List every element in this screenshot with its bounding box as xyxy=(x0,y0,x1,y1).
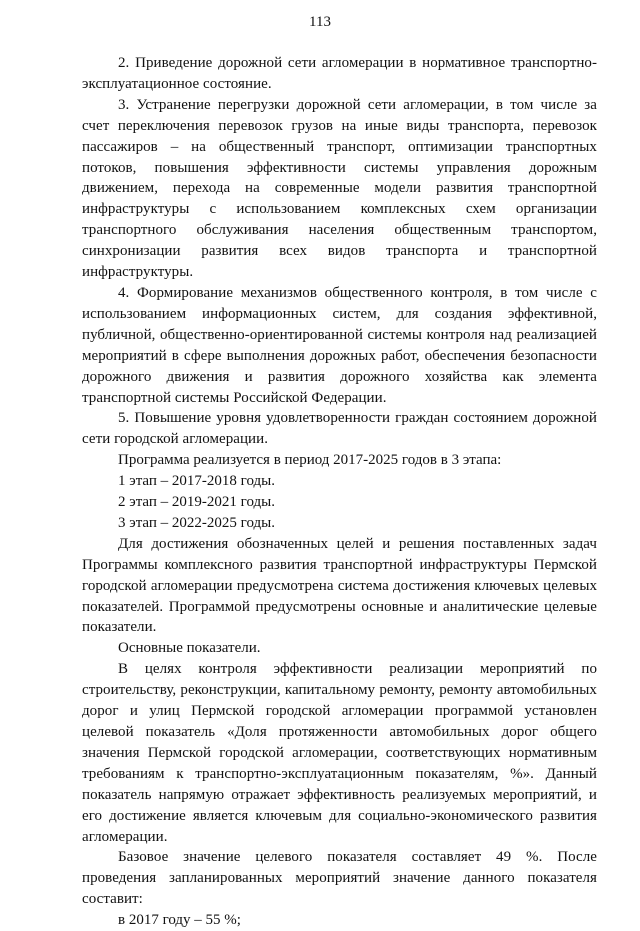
stage-1: 1 этап – 2017-2018 годы. xyxy=(118,473,275,490)
paragraph-goal-4: 4. Формирование механизмов общественного контроля, в том числе с использованием информационных систем, для создания эффективной, публичной, общественно-ориентированной системы контроля над реализацией мероприятий в сфере выполнения дорожных работ, обеспечения безопасности дорожного движения и развития дорожного хозяйства как элемента транспортной системы Российской Федерации. xyxy=(82,284,597,406)
paragraph-base-value: Базовое значение целевого показателя составляет 49 %. После проведения запланированных мероприятий значение данного показателя составит: xyxy=(82,849,597,908)
paragraph-goal-2: 2. Приведение дорожной сети агломерации в нормативное транспортно-эксплуатационное состояние. xyxy=(82,55,597,92)
document-body xyxy=(82,53,597,931)
paragraph-goal-5: 5. Повышение уровня удовлетворенности граждан состоянием дорожной сети городской агломерации. xyxy=(82,410,597,448)
paragraph-target-indicator: В целях контроля эффективности реализации мероприятий по строительству, реконструкции, капитальному ремонту, ремонту автомобильных дорог и улиц Пермской городской агломерации программой установлен целевой показатель «Доля протяженности автомобильных дорог общего значения Пермской городской агломерации, соответствующих нормативным требованиям к транспортно-эксплуатационным показателям, %». Данный показатель напрямую отражает эффективность реализуемых мероприятий, и его достижение является ключевым для социально-экономического развития агломерации. xyxy=(82,661,597,845)
value-2017: в 2017 году – 55 %; xyxy=(118,912,241,929)
stage-2: 2 этап – 2019-2021 годы. xyxy=(118,494,275,511)
paragraph-goal-3: 3. Устранение перегрузки дорожной сети агломерации, в том числе за счет переключения перевозок грузов на иные виды транспорта, перевозок пассажиров – на общественный транспорт, оптимизации транспортных потоков, повышения эффективности системы управления дорожным движением, перехода на современные модели развития транспортной инфраструктуры с использованием комплексных схем организации транспортного обслуживания населения общественным транспортом, синхронизации развития всех видов транспорта и транспортной инфраструктуры. xyxy=(82,96,597,281)
page-number: 113 xyxy=(309,14,331,30)
heading-main-indicators: Основные показатели. xyxy=(118,640,261,657)
stage-3: 3 этап – 2022-2025 годы. xyxy=(118,514,275,531)
paragraph-target-system: Для достижения обозначенных целей и решения поставленных задач Программы комплексного развития транспортной инфраструктуры Пермской городской агломерации предусмотрена система достижения ключевых целевых показателей. Программой предусмотрены основные и аналитические целевые показатели. xyxy=(82,535,597,636)
paragraph-program-period: Программа реализуется в период 2017-2025 годов в 3 этапа: xyxy=(118,452,502,469)
